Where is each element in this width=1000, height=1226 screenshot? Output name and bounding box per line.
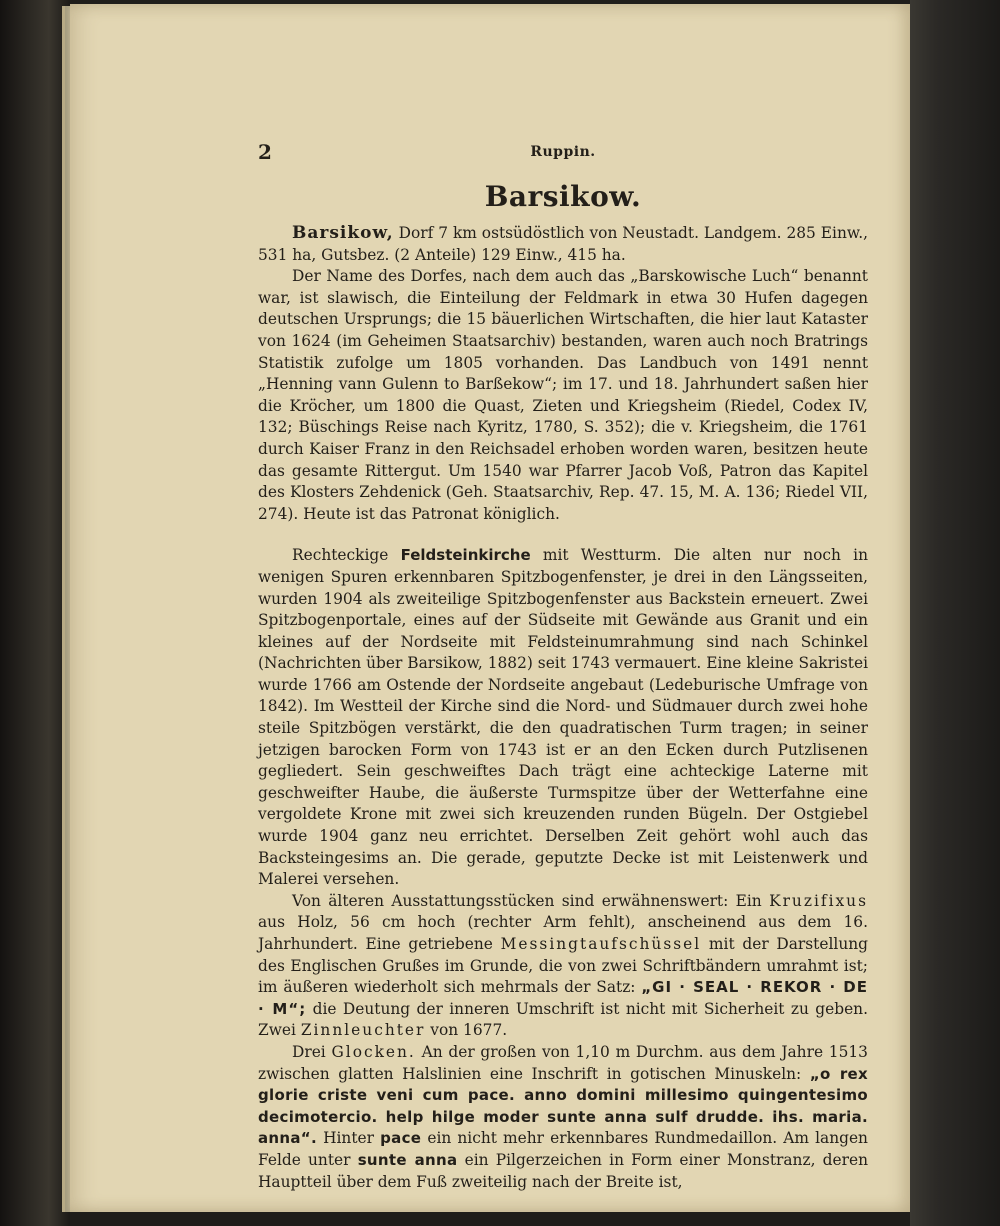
taufschuessel-term: Messingtaufschüssel [500, 935, 702, 953]
entry-paragraph [258, 223, 868, 266]
bells-text-d: ein nicht mehr erkennbares Rundmedaillon. Am langen Felde unter [258, 1129, 868, 1169]
page-content [258, 140, 868, 1193]
entry-lemma: Barsikow, [292, 223, 394, 243]
furnishings-text-d: die Deutung der inneren Umschrift ist nicht mit Sicherheit zu geben. Zwei [258, 999, 868, 1040]
glocken-term: Glocken. [331, 1042, 416, 1061]
inscription-caps: „GI · SEAL · REKOR · DE · M“; [258, 978, 868, 1018]
running-head: Ruppin. [530, 144, 596, 160]
bells-inscription: „o rex glorie criste veni cum pace. anno domini millesimo quingentesimo decimotercio. help hilge moder sunte anna sulf drudde. ihs. maria. anna“. [258, 1064, 868, 1148]
furnishings-text-b: aus Holz, 56 cm hoch (rechter Arm fehlt), anscheinend aus dem 16. Jahrhundert. Eine getriebene [258, 913, 868, 953]
furnishings-text-c: mit der Darstellung des Englischen Grußes im Grunde, die von zwei Schriftbändern umrahmt ist; im äußeren wiederholt sich mehrmals der Satz: [258, 935, 868, 997]
sunte-anna-term: sunte anna [357, 1150, 458, 1169]
kruzifixus-term: Kruzifixus [769, 891, 868, 910]
page-title: Barsikow. [484, 180, 642, 213]
history-paragraph: Der Name des Dorfes, nach dem auch das „Barskowische Luch“ benannt war, ist slawisch, die Einteilung der Feldmark in etwa 30 Hufen dagegen deutschen Ursprungs; die 15 bäuerlichen Wirtschaften, die hier laut Kataster von 1624 (im Geheimen Staatsarchiv) bestanden, waren auch noch Bratrings Statistik zufolge um 1805 vorhanden. Das Landbuch von 1491 nennt „Henning vann Gulenn to Barßekow“; im 17. und 18. Jahrhundert saßen hier die Kröcher, um 1800 die Quast, Zieten und Kriegsheim (Riedel, Codex IV, 132; Büschings Reise nach Kyritz, 1780, S. 352); die v. Kriegsheim, die 1761 durch Kaiser Franz in den Reichsadel erhoben worden waren, besitzen heute das gesamte Rittergut. Um 1540 war Pfarrer Jacob Voß, Patron das Kapitel des Klosters Zehdenick (Geh. Staatsarchiv, Rep. 47. 15, M. A. 136; Riedel VII, 274). Heute ist das Patronat königlich. [258, 267, 868, 523]
book-binding-left [0, 0, 70, 1226]
entry-text: Dorf 7 km ostsüdöstlich von Neustadt. Landgem. 285 Einw., 531 ha, Gutsbez. (2 Anteile) 129 Einw., 415 ha. [258, 224, 868, 264]
pace-term: pace [380, 1129, 422, 1148]
furnishings-text-a: Von älteren Ausstattungsstücken sind erwähnenswert: Ein [292, 891, 762, 910]
page-header [258, 140, 868, 170]
bells-text-a: Drei [292, 1042, 326, 1061]
church-text: mit Westturm. Die alten nur noch in wenigen Spuren erkennbaren Spitzbogenfenster, je drei in den Längsseiten, wurden 1904 als zweiteilige Spitzbogenfenster aus Backstein erneuert. Zwei Spitzbogenportale, eines auf der Südseite mit Gewände aus Granit und ein kleines auf der Nordseite mit Feldsteinumrahmung sind nach Schinkel (Nachrichten über Barsikow, 1882) seit 1743 vermauert. Eine kleine Sakristei wurde 1766 am Ostende der Nordseite angebaut (Ledeburische Umfrage von 1842). Im Westteil der Kirche sind die Nord- und Südmauer durch zwei hohe steile Spitzbögen verstärkt, die den quadratischen Turm tragen; in seiner jetzigen barocken Form von 1743 ist er an den Ecken durch Putzlisenen gegliedert. Sein geschweiftes Dach trägt eine achteckige Laterne mit geschweifter Haube, die äußerste Turmspitze über der Wetterfahne eine vergoldete Krone mit zwei sich kreuzenden runden Bügeln. Der Ostgiebel wurde 1904 ganz neu errichtet. Derselben Zeit gehört wohl auch das Backsteingesims an. Die gerade, geputzte Decke ist mit Leistenwerk und Malerei versehen. [258, 546, 868, 889]
church-intro: Rechteckige [292, 546, 389, 565]
church-keyword: Feldsteinkirche [400, 546, 531, 565]
bells-paragraph [258, 1042, 868, 1193]
zinnleuchter-term: Zinnleuchter [300, 1021, 426, 1040]
church-paragraph [258, 545, 868, 891]
book-cover-right [910, 0, 1000, 1226]
bells-text-c: Hinter [323, 1129, 374, 1148]
bells-text-e: ein Pilgerzeichen in Form einer Monstranz, deren Hauptteil über dem Fuß zweiteilig nach der Breite ist, [258, 1150, 868, 1191]
bells-text-b: An der großen von 1,10 m Durchm. aus dem Jahre 1513 zwischen glatten Halslinien eine Inschrift in gotischen Minuskeln: [258, 1042, 868, 1083]
furnishings-paragraph [258, 891, 868, 1042]
page-number: 2 [258, 140, 272, 164]
furnishings-text-e: von 1677. [430, 1021, 508, 1040]
